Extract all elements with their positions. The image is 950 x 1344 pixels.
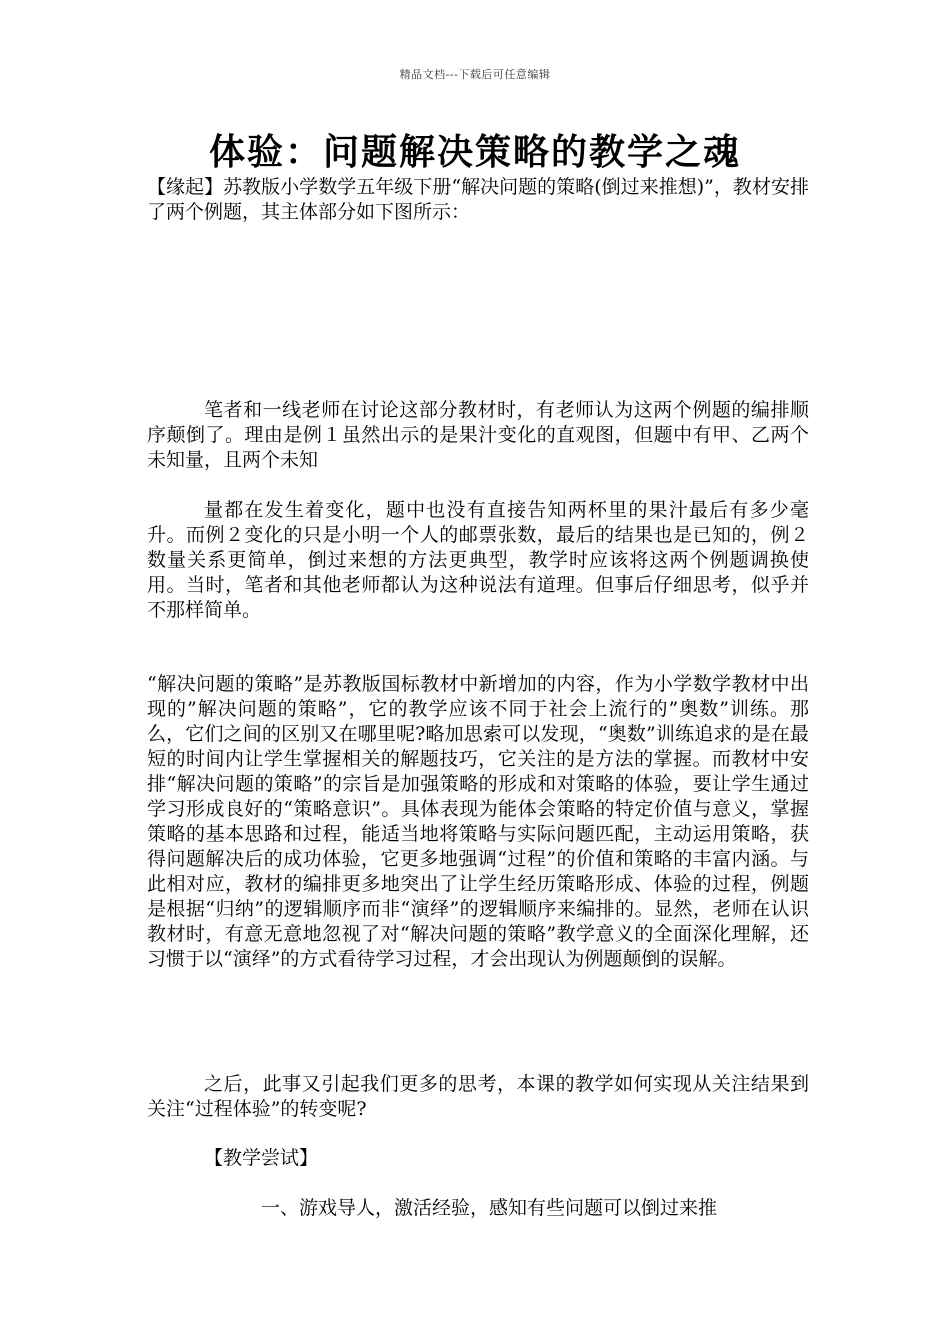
paragraph-discussion-continued: 量都在发生着变化，题中也没有直接告知两杯里的果汁最后有多少毫升。而例２变化的只是小明一个人的邮票张数，最后的结果也是已知的，例２数量关系更简单，倒过来想的方法更典型，教学时应该将这两个例题调换使用。当时，笔者和其他老师都认为这种说法有道理。但事后仔细思考，似乎并不那样简单。 bbox=[147, 499, 809, 621]
paragraph-strategy-analysis: “解决问题的策略”是苏教版国标教材中新增加的内容，作为小学数学教材中出现的”解决问题的策略”，它的教学应该不同于社会上流行的”奥数”训练。那么，它们之间的区别又在哪里呢?略加思索可以发现，“奥数”训练追求的是在最短的时间内让学生掌握相关的解题技巧，它关注的是方法的掌握。而教材中安排“解决问题的策略”的宗旨是加强策略的形成和对策略的体验，要让学生通过学习形成良好的“策略意识”。具体表现为能体会策略的特定价值与意义，掌握策略的基本思路和过程，能适当地将策略与实际问题匹配，主动运用策略，获得问题解决后的成功体验，它更多地强调“过程”的价值和策略的丰富内涵。与此相对应，教材的编排更多地突出了让学生经历策略形成、体验的过程，例题是根据“归纳”的逻辑顺序而非“演绎”的逻辑顺序来编排的。显然，老师在认识教材时，有意无意地忽视了对“解决问题的策略”教学意义的全面深化理解，还习惯于以“演绎”的方式看待学习过程，才会出现认为例题颠倒的误解。 bbox=[147, 673, 809, 970]
header-note: 精品文档---下载后可任意编辑 bbox=[399, 68, 551, 81]
paragraph-reflection: 之后，此事又引起我们更多的思考，本课的教学如何实现从关注结果到关注“过程体验”的转变呢? bbox=[147, 1073, 809, 1120]
paragraph-discussion: 笔者和一线老师在讨论这部分教材时，有老师认为这两个例题的编排顺序颠倒了。理由是例１虽然出示的是果汁变化的直观图，但题中有甲、乙两个未知量，且两个未知 bbox=[147, 399, 809, 471]
section-heading-teaching-attempt: 【教学尝试】 bbox=[204, 1147, 319, 1169]
page-title: 体验：问题解决策略的教学之魂 bbox=[208, 131, 741, 173]
paragraph-origin: 【缘起】苏教版小学数学五年级下册“解决问题的策略(倒过来推想)”，教材安排了两个例题，其主体部分如下图所示： bbox=[147, 176, 809, 223]
section-subheading-game-intro: 一、游戏导人，激活经验，感知有些问题可以倒过来推 bbox=[261, 1197, 718, 1219]
